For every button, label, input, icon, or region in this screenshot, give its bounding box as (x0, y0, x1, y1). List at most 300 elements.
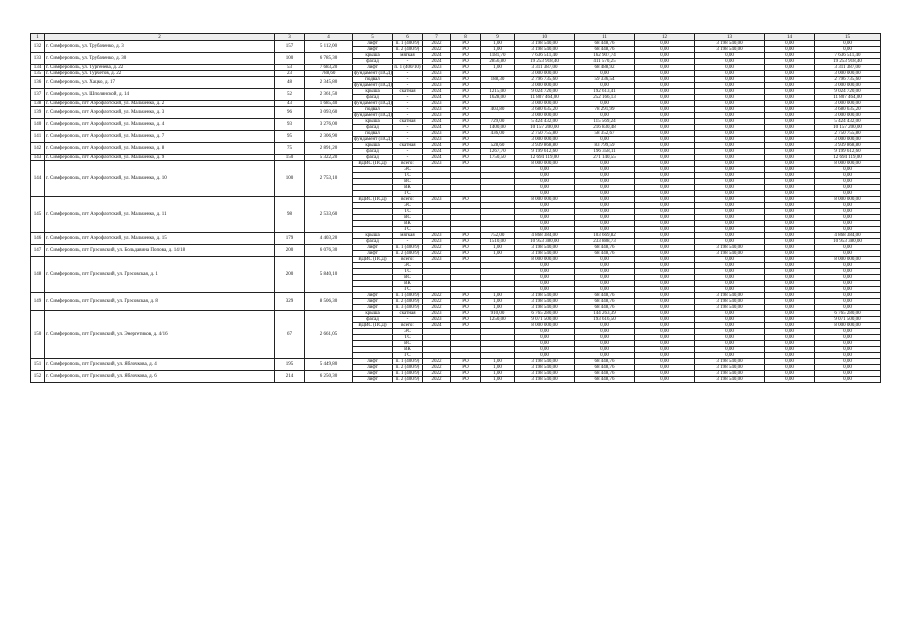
year-cell: 2022 (423, 293, 451, 299)
fund-owner-cell: 0,00 (815, 179, 881, 185)
work-subtype-cell: ВС (393, 179, 423, 185)
fund-owner-cell: 3 000 000,00 (815, 137, 881, 143)
residents-cell: 179 (275, 233, 305, 245)
row-number-cell: 152 (31, 371, 45, 383)
volume-cell: 403,80 (481, 107, 515, 113)
unit-cost-cell: 0,00 (575, 323, 635, 329)
work-type-cell: лифт (353, 65, 393, 71)
executor-cell: РО (451, 53, 481, 59)
fund-reg-cell: 0,00 (635, 137, 695, 143)
fund-owner-cell: 0,00 (815, 353, 881, 359)
fund-local-cell: 0,00 (765, 365, 815, 371)
column-number-cell: 4 (305, 34, 353, 41)
work-subtype-cell: ВК (393, 281, 423, 287)
unit-cost-cell: 68 488,92 (575, 65, 635, 71)
area-cell: 5 840,10 (305, 257, 353, 293)
fund-reg-cell: 0,00 (635, 377, 695, 383)
executor-cell: РО (451, 365, 481, 371)
fund-reg-cell: 0,00 (635, 161, 695, 167)
fund-local-cell: 0,00 (765, 323, 815, 329)
unit-cost-cell: 68 448,76 (575, 245, 635, 251)
fund-reg-cell: 0,00 (635, 149, 695, 155)
year-cell: 2023 (423, 257, 451, 263)
fund-owner-cell: 0,00 (815, 167, 881, 173)
fund-fed-cell: 0,00 (695, 95, 765, 101)
unit-cost-cell: 0,00 (575, 101, 635, 107)
fund-reg-cell: 0,00 (635, 287, 695, 293)
volume-cell: 1,00 (481, 293, 515, 299)
unit-cost-cell: 162 907,74 (575, 53, 635, 59)
year-cell: 2022 (423, 47, 451, 53)
fund-owner-cell: 0,00 (815, 191, 881, 197)
fund-local-cell: 0,00 (765, 377, 815, 383)
work-subtype-cell: ЭС (393, 167, 423, 173)
fund-local-cell: 0,00 (765, 317, 815, 323)
work-subtype-cell: - (393, 113, 423, 119)
area-cell: 2 306,90 (305, 131, 353, 143)
fund-reg-cell: 0,00 (635, 83, 695, 89)
fund-fed-cell: 0,00 (695, 179, 765, 185)
work-subtype-cell: - (393, 95, 423, 101)
fund-fed-cell: 0,00 (695, 209, 765, 215)
year-cell: 2024 (423, 323, 451, 329)
executor-cell: РО (451, 137, 481, 143)
fund-reg-cell: 0,00 (635, 251, 695, 257)
unit-cost-cell: 0,00 (575, 215, 635, 221)
fund-owner-cell: 3 939 868,80 (815, 143, 881, 149)
fund-owner-cell: 19 253 918,40 (815, 59, 881, 65)
year-cell: 2022 (423, 359, 451, 365)
fund-local-cell: 0,00 (765, 65, 815, 71)
work-subtype-cell: п. 2 (400/9) (393, 365, 423, 371)
unit-cost-cell: 68 448,76 (575, 365, 635, 371)
fund-fed-cell: 0,00 (695, 173, 765, 179)
cost-cell: 3 198 540,00 (515, 293, 575, 299)
work-subtype-cell: ГС (393, 191, 423, 197)
year-cell: 2024 (423, 89, 451, 95)
fund-local-cell: 0,00 (765, 239, 815, 245)
column-number-cell: 5 (353, 34, 393, 41)
address-cell: г. Симферополь, пгт Аэрофлотский, ул. Мальченко, д. 15 (45, 233, 275, 245)
cost-cell: 5 424 432,00 (515, 119, 575, 125)
cost-cell: 0,00 (515, 167, 575, 173)
cost-cell: 3 198 540,00 (515, 305, 575, 311)
work-type-cell: лифт (353, 365, 393, 371)
column-number-cell: 2 (45, 34, 275, 41)
cost-cell: 0,00 (515, 221, 575, 227)
fund-fed-cell: 0,00 (695, 215, 765, 221)
work-subtype-cell: ГС (393, 353, 423, 359)
address-cell: г. Симферополь, ул. Турчетов, д. 22 (45, 71, 275, 77)
fund-fed-cell: 0,00 (695, 149, 765, 155)
cost-cell: 0,00 (515, 281, 575, 287)
volume-cell: 1,00 (481, 377, 515, 383)
work-type-cell: подвал (353, 77, 393, 83)
residents-cell: 96 (275, 107, 305, 119)
fund-fed-cell: 3 198 540,00 (695, 377, 765, 383)
executor-cell: РО (451, 47, 481, 53)
fund-owner-cell: 0,00 (815, 365, 881, 371)
volume-cell: 1400,00 (481, 125, 515, 131)
fund-reg-cell: 0,00 (635, 245, 695, 251)
area-cell: 5 449,80 (305, 359, 353, 371)
year-cell: 2024 (423, 95, 451, 101)
year-cell: 2022 (423, 299, 451, 305)
cost-cell: 8 000 000,00 (515, 257, 575, 263)
year-cell: 2022 (423, 41, 451, 47)
area-cell: 5 112,00 (305, 41, 353, 53)
fund-owner-cell: 2 796 735,60 (815, 77, 881, 83)
work-subtype-cell: ВС (393, 341, 423, 347)
executor-cell: РО (451, 95, 481, 101)
work-subtype-cell: п. 2 (400/9) (393, 251, 423, 257)
fund-reg-cell: 0,00 (635, 119, 695, 125)
fund-local-cell: 0,00 (765, 251, 815, 257)
fund-fed-cell: 0,00 (695, 269, 765, 275)
address-cell: г. Симферополь, пгт Грэсовский, ул. Грэсовская, д. 8 (45, 293, 275, 311)
work-subtype-cell: скатная (393, 119, 423, 125)
unit-cost-cell: 0,00 (575, 173, 635, 179)
fund-reg-cell: 0,00 (635, 143, 695, 149)
cost-cell: 3 311 387,00 (515, 65, 575, 71)
row-number-cell: 132 (31, 41, 45, 53)
address-cell: г. Симферополь, пгт Аэрофлотский, ул. Мальченко, д. 7 (45, 131, 275, 143)
cost-cell: 2 796 735,60 (515, 77, 575, 83)
address-cell: г. Симферополь, пгт Грэсовский, ул. Яблочкова, д. 6 (45, 371, 275, 383)
fund-local-cell: 0,00 (765, 137, 815, 143)
year-cell: 2022 (423, 245, 451, 251)
fund-owner-cell: 10 953 380,00 (815, 239, 881, 245)
executor-cell: РО (451, 293, 481, 299)
fund-reg-cell: 0,00 (635, 359, 695, 365)
fund-owner-cell: 3 000 000,00 (815, 83, 881, 89)
fund-fed-cell: 3 198 540,00 (695, 371, 765, 377)
fund-fed-cell: 0,00 (695, 335, 765, 341)
row-number-cell: 144 (31, 161, 45, 197)
fund-local-cell: 0,00 (765, 47, 815, 53)
fund-owner-cell: 0,00 (815, 347, 881, 353)
fund-local-cell: 0,00 (765, 329, 815, 335)
area-cell: 8 506,30 (305, 293, 353, 311)
fund-reg-cell: 0,00 (635, 131, 695, 137)
executor-cell: РО (451, 119, 481, 125)
work-subtype-cell: ВС (393, 215, 423, 221)
fund-reg-cell: 0,00 (635, 71, 695, 77)
volume-cell: 188,30 (481, 77, 515, 83)
row-number-cell: 135 (31, 71, 45, 77)
work-subtype-cell: ВК (393, 347, 423, 353)
volume-cell: 752,00 (481, 233, 515, 239)
unit-cost-cell: 68 448,76 (575, 293, 635, 299)
row-number-cell: 146 (31, 233, 45, 245)
column-number-cell: 10 (515, 34, 575, 41)
fund-reg-cell: 0,00 (635, 203, 695, 209)
volume-cell: 1,00 (481, 65, 515, 71)
fund-owner-cell: 0,00 (815, 299, 881, 305)
fund-owner-cell: 0,00 (815, 281, 881, 287)
work-subtype-cell: ВК (393, 185, 423, 191)
area-cell: 3 276,00 (305, 119, 353, 131)
area-cell: 6 250,30 (305, 371, 353, 383)
year-cell: 2023 (423, 197, 451, 203)
address-cell: г. Симферополь, пгт Грэсовский, ул. Яблочкова, д. 4 (45, 359, 275, 371)
cost-cell: 0,00 (515, 341, 575, 347)
fund-reg-cell: 0,00 (635, 47, 695, 53)
executor-cell: РО (451, 77, 481, 83)
cost-cell: 3 198 540,00 (515, 41, 575, 47)
table-body (31, 41, 881, 383)
fund-owner-cell: 0,00 (815, 245, 881, 251)
unit-cost-cell: 193 616,50 (575, 317, 635, 323)
executor-cell: РО (451, 59, 481, 65)
fund-fed-cell: 0,00 (695, 185, 765, 191)
work-subtype-cell: всего: (393, 323, 423, 329)
fund-reg-cell: 0,00 (635, 107, 695, 113)
work-subtype-cell: - (393, 125, 423, 131)
area-cell: 2 661,05 (305, 311, 353, 359)
unit-cost-cell: 68 448,76 (575, 251, 635, 257)
cost-cell: 0,00 (515, 275, 575, 281)
work-subtype-cell: ВС (393, 275, 423, 281)
executor-cell: РО (451, 377, 481, 383)
fund-local-cell: 0,00 (765, 275, 815, 281)
year-cell: 2023 (423, 83, 451, 89)
fund-fed-cell: 0,00 (695, 227, 765, 233)
unit-cost-cell: 0,00 (575, 263, 635, 269)
fund-local-cell: 0,00 (765, 203, 815, 209)
volume-cell: 729,00 (481, 119, 515, 125)
residents-cell: 43 (275, 101, 305, 107)
cost-cell: 0,00 (515, 335, 575, 341)
executor-cell: РО (451, 65, 481, 71)
work-subtype-cell: - (393, 83, 423, 89)
residents-cell: 150 (275, 155, 305, 161)
unit-cost-cell: 252 166,13 (575, 95, 635, 101)
fund-local-cell: 0,00 (765, 353, 815, 359)
column-number-cell: 9 (481, 34, 515, 41)
fund-local-cell: 0,00 (765, 125, 815, 131)
fund-owner-cell: 10 157 200,00 (815, 125, 881, 131)
fund-owner-cell: 3 680 635,20 (815, 107, 881, 113)
work-type-cell: подвал (353, 131, 393, 137)
column-number-cell: 8 (451, 34, 481, 41)
unit-cost-cell: 0,00 (575, 167, 635, 173)
fund-fed-cell: 3 198 540,00 (695, 293, 765, 299)
cost-cell: 7 636 511,40 (515, 53, 575, 59)
row-number-cell: 142 (31, 143, 45, 155)
work-subtype-cell: - (393, 101, 423, 107)
fund-fed-cell: 0,00 (695, 53, 765, 59)
executor-cell: РО (451, 71, 481, 77)
cost-cell: 3 198 540,00 (515, 371, 575, 377)
fund-local-cell: 0,00 (765, 299, 815, 305)
unit-cost-cell: 0,00 (575, 329, 635, 335)
work-subtype-cell: п. 3 (400/9) (393, 305, 423, 311)
fund-local-cell: 0,00 (765, 215, 815, 221)
fund-owner-cell: 0,00 (815, 173, 881, 179)
cost-cell: 0,00 (515, 227, 575, 233)
fund-fed-cell: 0,00 (695, 239, 765, 245)
fund-owner-cell: 0,00 (815, 47, 881, 53)
fund-fed-cell: 0,00 (695, 257, 765, 263)
fund-fed-cell: 0,00 (695, 71, 765, 77)
year-cell: 2024 (423, 155, 451, 161)
fund-fed-cell: 0,00 (695, 275, 765, 281)
fund-reg-cell: 0,00 (635, 53, 695, 59)
work-type-cell: фундамент (ПСД) (354, 137, 392, 142)
area-cell: 6 785,30 (305, 53, 353, 65)
unit-cost-cell: 0,00 (575, 287, 635, 293)
fund-reg-cell: 0,00 (635, 77, 695, 83)
work-type-cell: ВДИС (ПСД) (353, 197, 393, 203)
volume-cell: 1181,70 (481, 53, 515, 59)
unit-cost-cell: 0,00 (575, 113, 635, 119)
volume-cell: 1,00 (481, 41, 515, 47)
unit-cost-cell: 0,00 (575, 335, 635, 341)
residents-cell: 53 (275, 65, 305, 71)
fund-fed-cell: 0,00 (695, 317, 765, 323)
cost-cell: 3 000 000,00 (515, 113, 575, 119)
volume-cell: 1,00 (481, 251, 515, 257)
row-number-cell: 141 (31, 131, 45, 143)
fund-fed-cell: 0,00 (695, 83, 765, 89)
unit-cost-cell: 0,00 (575, 281, 635, 287)
unit-cost-cell: 196 358,11 (575, 149, 635, 155)
unit-cost-cell: 0,00 (575, 341, 635, 347)
fund-reg-cell: 0,00 (635, 281, 695, 287)
year-cell: 2022 (423, 305, 451, 311)
executor-cell: РО (451, 149, 481, 155)
cost-cell: 0,00 (515, 263, 575, 269)
fund-local-cell: 0,00 (765, 257, 815, 263)
column-number-cell: 12 (635, 34, 695, 41)
fund-fed-cell: 0,00 (695, 113, 765, 119)
column-number-cell: 15 (815, 34, 881, 41)
executor-cell: РО (451, 311, 481, 317)
fund-owner-cell: 0,00 (815, 185, 881, 191)
fund-owner-cell: 0,00 (815, 269, 881, 275)
work-subtype-cell: п. 1 (400/9) (393, 41, 423, 47)
fund-fed-cell: 3 198 540,00 (695, 305, 765, 311)
executor-cell: РО (451, 155, 481, 161)
year-cell: 2022 (423, 377, 451, 383)
work-subtype-cell: п. 1 (400/9) (393, 245, 423, 251)
fund-reg-cell: 0,00 (635, 179, 695, 185)
unit-cost-cell: 0,00 (575, 257, 635, 263)
fund-owner-cell: 0,00 (815, 305, 881, 311)
volume-cell: 1510,00 (481, 239, 515, 245)
fund-owner-cell: 0,00 (815, 263, 881, 269)
unit-cost-cell: 271 140,55 (575, 155, 635, 161)
address-cell: г. Симферополь, ул. Трубаченко, д. 30 (45, 53, 275, 65)
fund-fed-cell: 3 198 540,00 (695, 359, 765, 365)
address-cell: г. Симферополь, пгт Грэсовский, ул. Энергетиков, д. 4/16 (45, 311, 275, 359)
cost-cell: 0,00 (515, 209, 575, 215)
work-subtype-cell: - (393, 131, 423, 137)
fund-fed-cell: 0,00 (695, 89, 765, 95)
unit-cost-cell: 144 263,39 (575, 311, 635, 317)
fund-reg-cell: 0,00 (635, 371, 695, 377)
executor-cell: РО (451, 101, 481, 107)
work-type-cell: лифт (353, 47, 393, 53)
unit-cost-cell: 0,00 (575, 269, 635, 275)
fund-reg-cell: 0,00 (635, 215, 695, 221)
fund-fed-cell: 0,00 (695, 101, 765, 107)
fund-owner-cell: 0,00 (815, 293, 881, 299)
residents-cell: 52 (275, 89, 305, 101)
fund-reg-cell: 0,00 (635, 227, 695, 233)
fund-owner-cell: 3 000 000,00 (815, 71, 881, 77)
fund-fed-cell: 0,00 (695, 137, 765, 143)
executor-cell: РО (451, 245, 481, 251)
volume-cell: 1,00 (481, 47, 515, 53)
address-cell: г. Симферополь, пгт Аэрофлотский, ул. Мальченко, д. 11 (45, 197, 275, 233)
fund-owner-cell: 3 000 000,00 (815, 113, 881, 119)
work-type-cell: крыша (353, 89, 393, 95)
executor-cell: РО (451, 89, 481, 95)
unit-cost-cell: 68 448,76 (575, 371, 635, 377)
row-number-cell: 148 (31, 257, 45, 293)
fund-owner-cell: 0,00 (815, 41, 881, 47)
cost-cell: 0,00 (515, 191, 575, 197)
fund-local-cell: 0,00 (765, 287, 815, 293)
fund-reg-cell: 0,00 (635, 155, 695, 161)
work-subtype-cell: ГС (393, 227, 423, 233)
row-number-cell: 137 (31, 89, 45, 101)
column-number-cell: 7 (423, 34, 451, 41)
volume-cell: 1250,00 (481, 317, 515, 323)
address-cell: г. Симферополь, ул. Трубаченко, д. 3 (45, 41, 275, 53)
unit-cost-cell: 0,00 (575, 347, 635, 353)
unit-cost-cell: 216 830,48 (575, 125, 635, 131)
cost-cell: 9 071 500,00 (515, 317, 575, 323)
work-type-cell: ВДИС (ПСД) (353, 323, 393, 329)
cost-cell: 3 198 540,00 (515, 47, 575, 53)
work-subtype-cell: ЭС (393, 203, 423, 209)
cost-cell: 11 807 464,00 (515, 95, 575, 101)
cost-cell: 0,00 (515, 329, 575, 335)
unit-cost-cell: 0,00 (575, 203, 635, 209)
cost-cell: 8 000 000,00 (515, 323, 575, 329)
fund-fed-cell: 0,00 (695, 329, 765, 335)
executor-cell: РО (451, 359, 481, 365)
area-cell: 6 076,30 (305, 245, 353, 257)
fund-fed-cell: 0,00 (695, 125, 765, 131)
work-type-cell: подвал (353, 107, 393, 113)
fund-local-cell: 0,00 (765, 71, 815, 77)
fund-owner-cell: 9 199 612,60 (815, 149, 881, 155)
work-subtype-cell: ТС (393, 209, 423, 215)
executor-cell: РО (451, 107, 481, 113)
fund-reg-cell: 0,00 (635, 323, 695, 329)
fund-local-cell: 0,00 (765, 101, 815, 107)
work-subtype-cell: п. 1 (400/9) (393, 359, 423, 365)
work-type-cell: крыша (353, 119, 393, 125)
fund-fed-cell: 0,00 (695, 143, 765, 149)
row-number-cell: 140 (31, 119, 45, 131)
fund-local-cell: 0,00 (765, 89, 815, 95)
fund-fed-cell: 0,00 (695, 65, 765, 71)
fund-fed-cell: 0,00 (695, 263, 765, 269)
executor-cell: РО (451, 125, 481, 131)
fund-reg-cell: 0,00 (635, 41, 695, 47)
unit-cost-cell: 0,00 (575, 137, 635, 143)
volume-cell: 1,00 (481, 245, 515, 251)
work-subtype-cell: - (393, 317, 423, 323)
year-cell: 2023 (423, 113, 451, 119)
area-cell: 7 683,20 (305, 65, 353, 71)
column-number-cell: 13 (695, 34, 765, 41)
